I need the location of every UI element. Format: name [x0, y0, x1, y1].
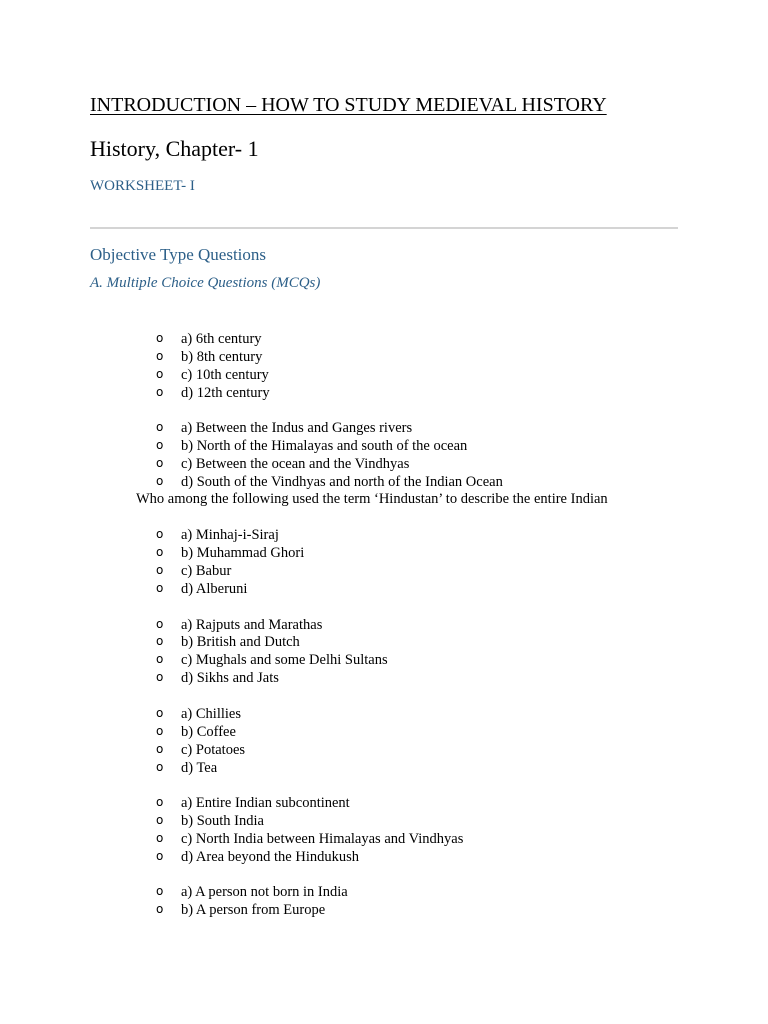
- bullet-icon: o: [156, 884, 164, 898]
- option-text: b) Coffee: [181, 724, 236, 740]
- horizontal-rule: [90, 227, 678, 229]
- list-item: [156, 813, 264, 830]
- bullet-icon: o: [156, 760, 164, 774]
- subsection-heading: A. Multiple Choice Questions (MCQs): [90, 275, 321, 291]
- list-item: [156, 617, 322, 634]
- option-text: d) Alberuni: [181, 581, 248, 597]
- bullet-icon: o: [156, 367, 164, 381]
- option-text: c) North India between Himalayas and Vindhyas: [181, 831, 464, 847]
- bullet-icon: o: [156, 706, 164, 720]
- bullet-icon: o: [156, 527, 164, 541]
- list-item: [156, 831, 463, 848]
- bullet-icon: o: [156, 545, 164, 559]
- option-text: c) Babur: [181, 563, 232, 579]
- option-text: c) Mughals and some Delhi Sultans: [181, 652, 388, 668]
- option-text: b) British and Dutch: [181, 634, 300, 650]
- bullet-icon: o: [156, 724, 164, 738]
- bullet-icon: o: [156, 813, 164, 827]
- bullet-icon: o: [156, 456, 164, 470]
- option-text: a) A person not born in India: [181, 884, 348, 900]
- list-item: [156, 563, 231, 580]
- option-text: b) South India: [181, 813, 264, 829]
- bullet-icon: o: [156, 563, 164, 577]
- question-text: Who among the following used the term ‘Hindustan’ to describe the entire Indian: [136, 491, 608, 507]
- bullet-icon: o: [156, 331, 164, 345]
- worksheet-label: WORKSHEET- I: [90, 178, 195, 194]
- bullet-icon: o: [156, 742, 164, 756]
- bullet-icon: o: [156, 385, 164, 399]
- list-item: [156, 581, 247, 598]
- option-text: b) 8th century: [181, 349, 263, 365]
- section-heading: Objective Type Questions: [90, 245, 267, 264]
- option-text: a) Chillies: [181, 706, 242, 722]
- list-item: [156, 438, 467, 455]
- option-text: b) North of the Himalayas and south of the ocean: [181, 438, 468, 454]
- option-text: a) Entire Indian subcontinent: [181, 795, 350, 811]
- list-item: [156, 385, 270, 402]
- option-text: c) Between the ocean and the Vindhyas: [181, 456, 410, 472]
- list-item: [156, 456, 409, 473]
- bullet-icon: o: [156, 634, 164, 648]
- option-text: a) 6th century: [181, 331, 262, 347]
- chapter-heading: History, Chapter- 1: [90, 136, 259, 161]
- bullet-icon: o: [156, 617, 164, 631]
- bullet-icon: o: [156, 652, 164, 666]
- document-title: INTRODUCTION – HOW TO STUDY MEDIEVAL HISTORY: [90, 94, 607, 116]
- bullet-icon: o: [156, 349, 164, 363]
- bullet-icon: o: [156, 670, 164, 684]
- list-item: [156, 670, 279, 687]
- list-item: [156, 420, 412, 437]
- option-text: d) Area beyond the Hindukush: [181, 849, 359, 865]
- option-text: c) 10th century: [181, 367, 269, 383]
- option-text: a) Between the Indus and Ganges rivers: [181, 420, 413, 436]
- bullet-icon: o: [156, 795, 164, 809]
- option-text: b) A person from Europe: [181, 902, 326, 918]
- list-item: [156, 724, 236, 741]
- list-item: [156, 527, 279, 544]
- option-text: a) Rajputs and Marathas: [181, 617, 323, 633]
- list-item: [156, 742, 245, 759]
- list-item: [156, 367, 269, 384]
- list-item: [156, 760, 217, 777]
- bullet-icon: o: [156, 831, 164, 845]
- list-item: [156, 884, 348, 901]
- list-item: [156, 634, 300, 651]
- list-item: [156, 474, 503, 491]
- list-item: [156, 706, 241, 723]
- list-item: [156, 902, 325, 919]
- bullet-icon: o: [156, 438, 164, 452]
- bullet-icon: o: [156, 581, 164, 595]
- list-item: [156, 652, 388, 669]
- list-item: [156, 545, 304, 562]
- bullet-icon: o: [156, 420, 164, 434]
- bullet-icon: o: [156, 849, 164, 863]
- option-text: d) Sikhs and Jats: [181, 670, 279, 686]
- list-item: [156, 849, 359, 866]
- list-item: [156, 349, 262, 366]
- option-text: a) Minhaj-i-Siraj: [181, 527, 279, 543]
- option-text: d) 12th century: [181, 385, 270, 401]
- list-item: [156, 795, 350, 812]
- option-text: d) South of the Vindhyas and north of the Indian Ocean: [181, 474, 503, 490]
- option-text: b) Muhammad Ghori: [181, 545, 305, 561]
- bullet-icon: o: [156, 902, 164, 916]
- bullet-icon: o: [156, 474, 164, 488]
- option-text: d) Tea: [181, 760, 218, 776]
- option-text: c) Potatoes: [181, 742, 246, 758]
- list-item: [156, 331, 262, 348]
